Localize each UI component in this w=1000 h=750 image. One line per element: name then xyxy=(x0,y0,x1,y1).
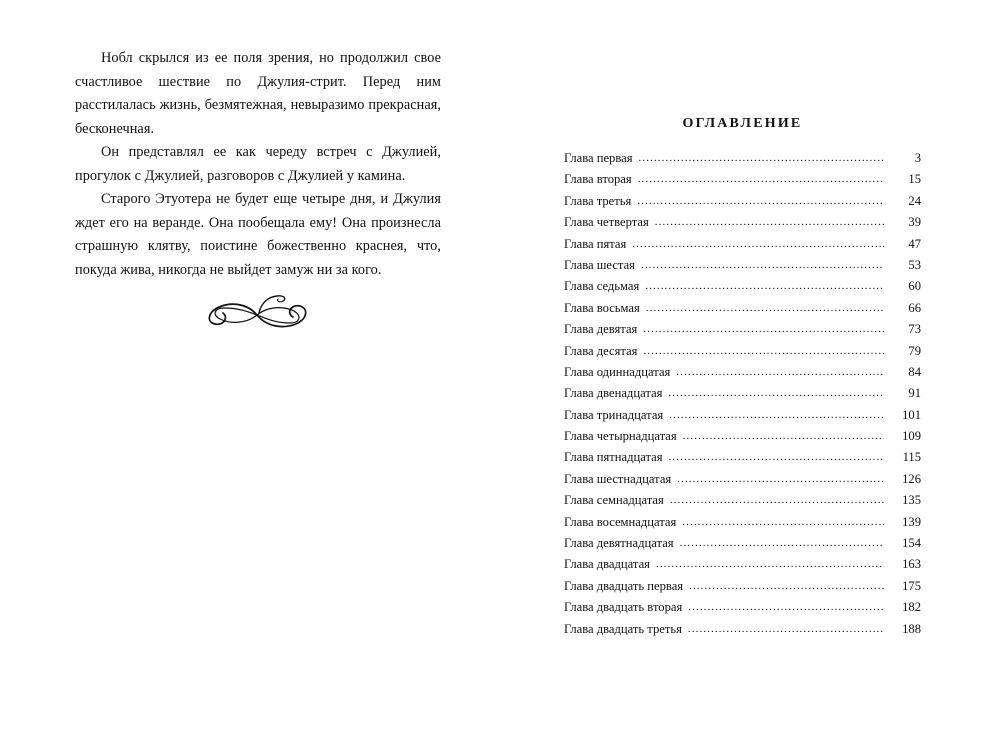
toc-chapter-name: Глава третья xyxy=(564,193,632,208)
toc-dot-leader xyxy=(683,426,884,447)
toc-chapter-name: Глава шестнадцатая xyxy=(564,471,672,486)
toc-dot-leader xyxy=(677,469,884,490)
toc-entry xyxy=(564,597,921,618)
toc-entry xyxy=(564,234,921,255)
toc-page-number: 101 xyxy=(902,407,921,422)
toc-chapter-name: Глава пятая xyxy=(564,236,627,251)
toc-dot-leader xyxy=(680,533,884,554)
toc-entry xyxy=(564,405,921,426)
toc-page-number: 84 xyxy=(908,364,921,379)
toc-chapter-name: Глава десятая xyxy=(564,343,638,358)
toc-entry xyxy=(564,191,921,212)
toc-chapter-name: Глава тринадцатая xyxy=(564,407,664,422)
toc-entry xyxy=(564,426,921,447)
toc-chapter-name: Глава девятая xyxy=(564,322,638,337)
toc-dot-leader xyxy=(656,554,884,575)
toc-page-number: 15 xyxy=(908,172,921,187)
toc-chapter-name: Глава четвертая xyxy=(564,215,649,230)
toc-page-number: 3 xyxy=(914,151,921,165)
toc-dot-leader xyxy=(655,212,884,233)
toc-dot-leader xyxy=(689,576,884,597)
toc-entry xyxy=(564,341,921,362)
toc-dot-leader xyxy=(669,447,884,468)
toc-dot-leader xyxy=(682,512,884,533)
toc-chapter-name: Глава четырнадцатая xyxy=(564,429,677,444)
toc-dot-leader xyxy=(668,383,884,404)
toc-chapter-name: Глава двадцать вторая xyxy=(564,600,683,615)
toc-entry xyxy=(564,383,921,404)
toc-entry xyxy=(564,255,921,276)
toc-entry xyxy=(564,276,921,297)
toc-page-number: 135 xyxy=(902,493,921,508)
body-paragraph: Он представлял ее как череду встреч с Джулией, прогулок с Джулией, разговоров с Джулией у камина. xyxy=(75,144,441,184)
toc-page-number: 53 xyxy=(908,257,921,272)
toc-chapter-name: Глава седьмая xyxy=(564,279,640,294)
toc-chapter-name: Глава двадцатая xyxy=(564,557,650,572)
toc-dot-leader xyxy=(669,405,884,426)
toc-page-number: 66 xyxy=(908,300,921,315)
toc-page-number: 139 xyxy=(902,514,921,529)
toc-page-number: 163 xyxy=(902,557,921,572)
toc-page-number: 175 xyxy=(902,578,921,593)
toc-entry xyxy=(564,169,921,190)
toc-entry xyxy=(564,148,921,169)
toc-page-number: 109 xyxy=(902,429,921,444)
toc-entry xyxy=(564,619,921,640)
toc-entry xyxy=(564,298,921,319)
toc-dot-leader xyxy=(676,362,884,383)
toc-entry xyxy=(564,576,921,597)
toc-chapter-name: Глава шестая xyxy=(564,257,635,272)
toc-entry xyxy=(564,362,921,383)
left-page-text xyxy=(75,47,441,282)
toc-chapter-name: Глава одиннадцатая xyxy=(564,364,671,379)
toc-chapter-name: Глава восемнадцатая xyxy=(564,514,677,529)
flourish-ornament-icon xyxy=(201,289,313,337)
toc-entry xyxy=(564,554,921,575)
toc-dot-leader xyxy=(670,490,884,511)
toc-chapter-name: Глава девятнадцатая xyxy=(564,536,674,551)
toc-dot-leader xyxy=(688,597,884,618)
toc-title: ОГЛАВЛЕНИЕ xyxy=(682,116,803,131)
toc-entry xyxy=(564,512,921,533)
toc-page-number: 39 xyxy=(908,215,921,230)
toc-dot-leader xyxy=(632,234,884,255)
toc-page-number: 154 xyxy=(902,536,921,551)
toc-entry xyxy=(564,533,921,554)
toc-dot-leader xyxy=(637,191,884,212)
toc-chapter-name: Глава двенадцатая xyxy=(564,386,663,401)
toc-dot-leader xyxy=(688,619,884,640)
toc-dot-leader xyxy=(641,255,884,276)
toc-chapter-name: Глава вторая xyxy=(564,172,632,187)
toc-chapter-name: Глава двадцать третья xyxy=(564,621,682,636)
toc-entry xyxy=(564,212,921,233)
table-of-contents xyxy=(564,148,921,640)
toc-page-number: 47 xyxy=(908,236,921,251)
toc-page-number: 60 xyxy=(908,279,921,294)
toc-dot-leader xyxy=(646,298,884,319)
toc-page-number: 126 xyxy=(902,471,921,486)
toc-chapter-name: Глава двадцать первая xyxy=(564,578,684,593)
toc-page-number: 188 xyxy=(902,621,921,636)
toc-dot-leader xyxy=(638,169,884,190)
toc-page-number: 79 xyxy=(908,343,921,358)
toc-entry xyxy=(564,319,921,340)
toc-chapter-name: Глава восьмая xyxy=(564,300,640,315)
toc-entry xyxy=(564,490,921,511)
toc-dot-leader xyxy=(645,276,884,297)
toc-chapter-name: Глава первая xyxy=(564,151,633,165)
toc-dot-leader xyxy=(643,319,884,340)
body-paragraph: Старого Этуотера не будет еще четыре дня, и Джулия ждет его на веранде. Она пообещала ему! Она произнесла страшную клятву, поистине божественно краснея, что, покуда жива, никогда не выйдет замуж ни за кого. xyxy=(75,191,441,278)
toc-page-number: 182 xyxy=(902,600,921,615)
toc-page-number: 91 xyxy=(908,386,921,401)
toc-page-number: 24 xyxy=(908,193,921,208)
toc-dot-leader xyxy=(643,341,884,362)
toc-chapter-name: Глава семнадцатая xyxy=(564,493,664,508)
toc-chapter-name: Глава пятнадцатая xyxy=(564,450,663,465)
toc-entry xyxy=(564,469,921,490)
toc-dot-leader xyxy=(639,148,884,169)
toc-entry xyxy=(564,447,921,468)
toc-page-number: 73 xyxy=(908,322,921,337)
toc-page-number: 115 xyxy=(902,450,921,465)
body-paragraph: Нобл скрылся из ее поля зрения, но продолжил свое счастливое шествие по Джулия-стрит. Перед ним расстилалась жизнь, безмятежная, невыразимо прекрасная, бесконечная. xyxy=(75,50,441,137)
